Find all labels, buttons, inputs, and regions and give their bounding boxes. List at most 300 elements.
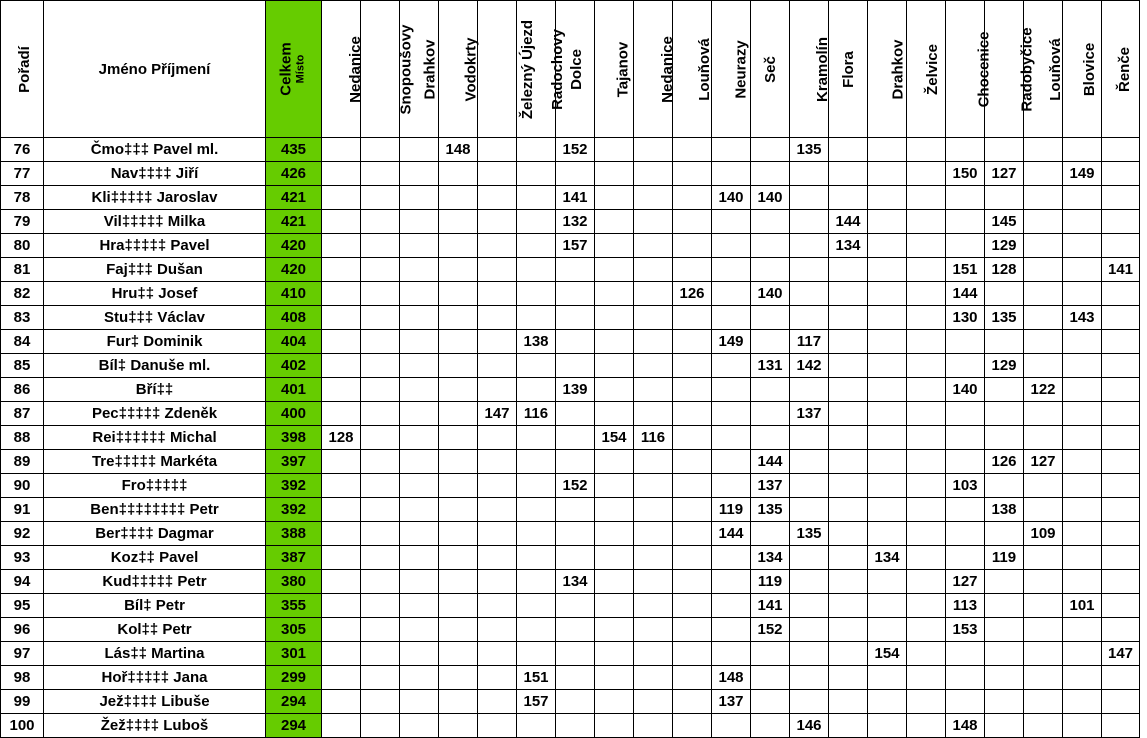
score-cell (907, 258, 946, 282)
score-cell (595, 402, 634, 426)
score-cell (322, 450, 361, 474)
score-cell (868, 234, 907, 258)
score-cell (829, 714, 868, 738)
score-cell (712, 714, 751, 738)
score-cell (907, 282, 946, 306)
score-cell (322, 282, 361, 306)
score-cell (1063, 378, 1102, 402)
score-cell (595, 282, 634, 306)
score-cell (985, 378, 1024, 402)
total-cell: 398 (266, 426, 322, 450)
header-location: Drahkov (400, 1, 439, 138)
score-cell (1063, 354, 1102, 378)
score-cell: 130 (946, 306, 985, 330)
name-cell: Rei‡‡‡‡‡‡ Michal (44, 426, 266, 450)
score-cell: 144 (751, 450, 790, 474)
score-cell (361, 498, 400, 522)
score-cell (361, 162, 400, 186)
score-cell (1102, 714, 1140, 738)
score-cell (361, 618, 400, 642)
score-cell (478, 450, 517, 474)
score-cell (673, 186, 712, 210)
score-cell (1102, 378, 1140, 402)
rank-cell: 86 (1, 378, 44, 402)
score-cell: 137 (790, 402, 829, 426)
table-row (1, 330, 1140, 354)
score-cell (1024, 186, 1063, 210)
score-cell: 138 (985, 498, 1024, 522)
score-cell (439, 594, 478, 618)
total-cell: 421 (266, 210, 322, 234)
score-cell (673, 138, 712, 162)
score-cell: 147 (478, 402, 517, 426)
score-cell (634, 690, 673, 714)
score-cell (790, 546, 829, 570)
score-cell (790, 594, 829, 618)
score-cell (829, 426, 868, 450)
score-cell: 128 (322, 426, 361, 450)
score-cell (946, 210, 985, 234)
score-cell (517, 642, 556, 666)
score-cell (478, 522, 517, 546)
score-cell (985, 594, 1024, 618)
score-cell (1024, 498, 1063, 522)
score-cell (595, 162, 634, 186)
score-cell (790, 426, 829, 450)
score-cell (1102, 306, 1140, 330)
rank-cell: 92 (1, 522, 44, 546)
score-cell (517, 258, 556, 282)
score-cell: 129 (985, 234, 1024, 258)
score-cell (1102, 402, 1140, 426)
score-cell (634, 210, 673, 234)
score-cell (907, 690, 946, 714)
score-cell (1024, 210, 1063, 234)
score-cell (322, 162, 361, 186)
name-cell: Pec‡‡‡‡‡ Zdeněk (44, 402, 266, 426)
score-cell (322, 234, 361, 258)
score-cell (439, 426, 478, 450)
score-cell (322, 570, 361, 594)
table-row (1, 522, 1140, 546)
score-cell: 153 (946, 618, 985, 642)
score-cell (478, 210, 517, 234)
score-cell (712, 378, 751, 402)
score-cell: 148 (946, 714, 985, 738)
total-cell: 408 (266, 306, 322, 330)
score-cell (985, 714, 1024, 738)
score-cell (907, 618, 946, 642)
score-cell: 142 (790, 354, 829, 378)
score-cell (439, 210, 478, 234)
header-location: Želvice (907, 1, 946, 138)
score-cell (1024, 354, 1063, 378)
score-cell (1024, 570, 1063, 594)
score-cell (907, 426, 946, 450)
score-cell (985, 138, 1024, 162)
score-cell (322, 642, 361, 666)
name-cell: Vil‡‡‡‡‡ Milka (44, 210, 266, 234)
score-cell (1102, 282, 1140, 306)
score-cell (985, 618, 1024, 642)
score-cell (556, 426, 595, 450)
score-cell: 152 (751, 618, 790, 642)
score-cell (1102, 546, 1140, 570)
score-cell (478, 666, 517, 690)
name-cell: Ben‡‡‡‡‡‡‡‡ Petr (44, 498, 266, 522)
score-cell (400, 282, 439, 306)
score-cell (361, 474, 400, 498)
score-cell (556, 666, 595, 690)
header-location: Snopoušovy (361, 1, 400, 138)
score-cell (478, 234, 517, 258)
rank-cell: 94 (1, 570, 44, 594)
total-cell: 420 (266, 258, 322, 282)
score-cell (478, 642, 517, 666)
score-cell (946, 402, 985, 426)
score-cell (322, 258, 361, 282)
score-cell (595, 594, 634, 618)
rank-cell: 99 (1, 690, 44, 714)
score-cell (634, 306, 673, 330)
total-cell: 380 (266, 570, 322, 594)
score-cell: 144 (712, 522, 751, 546)
score-cell (517, 210, 556, 234)
score-cell: 148 (439, 138, 478, 162)
score-cell (322, 402, 361, 426)
rank-cell: 98 (1, 666, 44, 690)
score-cell (517, 426, 556, 450)
score-cell (361, 570, 400, 594)
total-cell: 401 (266, 378, 322, 402)
score-cell (751, 426, 790, 450)
score-cell (439, 306, 478, 330)
score-cell (478, 186, 517, 210)
score-cell (946, 666, 985, 690)
score-cell (985, 330, 1024, 354)
score-cell (439, 714, 478, 738)
score-cell: 109 (1024, 522, 1063, 546)
score-cell (985, 426, 1024, 450)
score-cell (478, 330, 517, 354)
score-cell (634, 282, 673, 306)
score-cell (634, 402, 673, 426)
score-cell (712, 138, 751, 162)
score-cell (868, 522, 907, 546)
score-cell: 140 (946, 378, 985, 402)
score-cell (751, 522, 790, 546)
header-location: Radobyčice (985, 1, 1024, 138)
score-cell (361, 714, 400, 738)
score-cell (361, 546, 400, 570)
score-cell (439, 354, 478, 378)
score-cell (1102, 354, 1140, 378)
score-cell (1063, 138, 1102, 162)
score-cell (1102, 666, 1140, 690)
score-cell (907, 594, 946, 618)
score-cell (673, 690, 712, 714)
table-row (1, 690, 1140, 714)
score-cell: 149 (712, 330, 751, 354)
score-cell (322, 546, 361, 570)
score-cell (907, 138, 946, 162)
score-cell (361, 138, 400, 162)
score-cell (1102, 210, 1140, 234)
score-cell (1102, 450, 1140, 474)
name-cell: Bíl‡ Danuše ml. (44, 354, 266, 378)
score-cell (361, 258, 400, 282)
total-cell: 392 (266, 474, 322, 498)
score-cell (595, 642, 634, 666)
score-cell (868, 618, 907, 642)
score-cell (829, 498, 868, 522)
score-cell (361, 306, 400, 330)
score-cell (712, 426, 751, 450)
rank-cell: 78 (1, 186, 44, 210)
score-cell (829, 138, 868, 162)
score-cell (517, 282, 556, 306)
score-cell (361, 690, 400, 714)
score-cell (400, 474, 439, 498)
score-cell (790, 618, 829, 642)
score-cell (517, 234, 556, 258)
score-cell (829, 306, 868, 330)
rank-cell: 91 (1, 498, 44, 522)
score-cell (478, 162, 517, 186)
score-cell (1024, 690, 1063, 714)
score-cell (634, 618, 673, 642)
score-cell (634, 138, 673, 162)
score-cell (712, 570, 751, 594)
name-cell: Čmo‡‡‡ Pavel ml. (44, 138, 266, 162)
score-cell: 145 (985, 210, 1024, 234)
score-cell (868, 690, 907, 714)
total-cell: 402 (266, 354, 322, 378)
score-cell (673, 570, 712, 594)
score-cell (673, 234, 712, 258)
score-cell (751, 330, 790, 354)
table-body (1, 138, 1140, 738)
score-cell: 140 (751, 282, 790, 306)
score-cell (322, 714, 361, 738)
total-cell: 410 (266, 282, 322, 306)
score-cell (556, 618, 595, 642)
table-row (1, 402, 1140, 426)
score-cell (478, 714, 517, 738)
rank-cell: 84 (1, 330, 44, 354)
score-cell (790, 162, 829, 186)
score-cell: 154 (868, 642, 907, 666)
score-cell (439, 258, 478, 282)
score-cell (985, 186, 1024, 210)
score-cell (712, 594, 751, 618)
score-cell (1102, 570, 1140, 594)
score-cell (790, 450, 829, 474)
score-cell (1063, 474, 1102, 498)
score-cell: 149 (1063, 162, 1102, 186)
score-cell (751, 210, 790, 234)
score-cell (400, 522, 439, 546)
score-cell (673, 330, 712, 354)
score-cell (478, 258, 517, 282)
score-cell (595, 666, 634, 690)
name-cell: Koz‡‡ Pavel (44, 546, 266, 570)
score-cell (1063, 234, 1102, 258)
score-cell (439, 522, 478, 546)
score-cell (907, 210, 946, 234)
score-cell: 131 (751, 354, 790, 378)
score-cell: 157 (517, 690, 556, 714)
header-location: Louňová (673, 1, 712, 138)
score-cell: 152 (556, 138, 595, 162)
header-location: Kramolín (790, 1, 829, 138)
score-cell (790, 498, 829, 522)
score-cell (868, 330, 907, 354)
score-cell (322, 330, 361, 354)
score-cell: 150 (946, 162, 985, 186)
score-cell (1024, 162, 1063, 186)
score-cell (517, 714, 556, 738)
score-cell (790, 690, 829, 714)
score-cell (634, 522, 673, 546)
score-cell (751, 138, 790, 162)
score-cell (907, 450, 946, 474)
score-cell (1024, 138, 1063, 162)
score-cell (1102, 162, 1140, 186)
total-cell: 426 (266, 162, 322, 186)
score-cell: 127 (985, 162, 1024, 186)
rank-cell: 93 (1, 546, 44, 570)
score-cell (790, 570, 829, 594)
score-cell (595, 138, 634, 162)
score-cell (1063, 666, 1102, 690)
score-cell: 147 (1102, 642, 1140, 666)
score-cell (751, 258, 790, 282)
score-cell (322, 594, 361, 618)
score-cell (829, 330, 868, 354)
score-cell (712, 354, 751, 378)
score-cell (634, 450, 673, 474)
score-cell (595, 690, 634, 714)
score-cell: 127 (1024, 450, 1063, 474)
score-cell: 119 (712, 498, 751, 522)
name-cell: Jež‡‡‡‡ Libuše (44, 690, 266, 714)
header-location: Tajanov (595, 1, 634, 138)
header-location: Chocenice (946, 1, 985, 138)
score-cell (868, 714, 907, 738)
score-cell (322, 186, 361, 210)
score-cell (751, 306, 790, 330)
score-cell (790, 306, 829, 330)
rank-cell: 87 (1, 402, 44, 426)
total-cell: 299 (266, 666, 322, 690)
score-cell (868, 354, 907, 378)
score-cell (1102, 186, 1140, 210)
score-cell (595, 378, 634, 402)
score-cell (400, 450, 439, 474)
score-cell (829, 162, 868, 186)
score-cell (400, 546, 439, 570)
total-cell: 420 (266, 234, 322, 258)
score-cell (790, 258, 829, 282)
header-location: Drahkov (868, 1, 907, 138)
score-cell (868, 258, 907, 282)
score-cell (439, 498, 478, 522)
score-cell: 146 (790, 714, 829, 738)
score-cell (322, 306, 361, 330)
score-cell: 135 (751, 498, 790, 522)
total-cell: 301 (266, 642, 322, 666)
score-cell (361, 330, 400, 354)
name-cell: Bíl‡ Petr (44, 594, 266, 618)
header-total-sub: Místo (294, 54, 307, 84)
table-row (1, 354, 1140, 378)
name-cell: Lás‡‡ Martina (44, 642, 266, 666)
score-cell (712, 162, 751, 186)
score-cell (673, 210, 712, 234)
table-row (1, 498, 1140, 522)
score-cell (868, 306, 907, 330)
score-cell (829, 186, 868, 210)
score-cell (1063, 210, 1102, 234)
rank-cell: 89 (1, 450, 44, 474)
score-cell (673, 666, 712, 690)
score-cell (1024, 426, 1063, 450)
score-cell (829, 282, 868, 306)
score-cell (322, 690, 361, 714)
table-row (1, 162, 1140, 186)
header-location: Blovice (1063, 1, 1102, 138)
score-cell (790, 210, 829, 234)
score-cell (400, 330, 439, 354)
score-cell (400, 570, 439, 594)
header-row (1, 1, 1140, 138)
score-cell (478, 282, 517, 306)
score-cell (400, 642, 439, 666)
score-cell (478, 426, 517, 450)
score-cell (790, 234, 829, 258)
score-cell (556, 594, 595, 618)
score-cell (517, 186, 556, 210)
name-cell: Bří‡‡ (44, 378, 266, 402)
score-cell (439, 162, 478, 186)
score-cell (907, 234, 946, 258)
score-cell (1063, 282, 1102, 306)
score-cell (361, 426, 400, 450)
score-cell (634, 546, 673, 570)
score-cell (634, 498, 673, 522)
score-cell: 119 (985, 546, 1024, 570)
score-cell (400, 594, 439, 618)
header-location: Nedanice (322, 1, 361, 138)
score-cell (790, 474, 829, 498)
score-cell: 135 (790, 138, 829, 162)
score-cell (556, 498, 595, 522)
score-cell (517, 570, 556, 594)
score-cell (907, 546, 946, 570)
score-cell (829, 618, 868, 642)
score-cell: 128 (985, 258, 1024, 282)
score-cell (712, 282, 751, 306)
header-location: Neurazy (712, 1, 751, 138)
total-cell: 387 (266, 546, 322, 570)
score-cell (361, 234, 400, 258)
score-cell (1063, 546, 1102, 570)
score-cell (868, 498, 907, 522)
score-cell (517, 378, 556, 402)
table-row (1, 594, 1140, 618)
score-cell (595, 210, 634, 234)
